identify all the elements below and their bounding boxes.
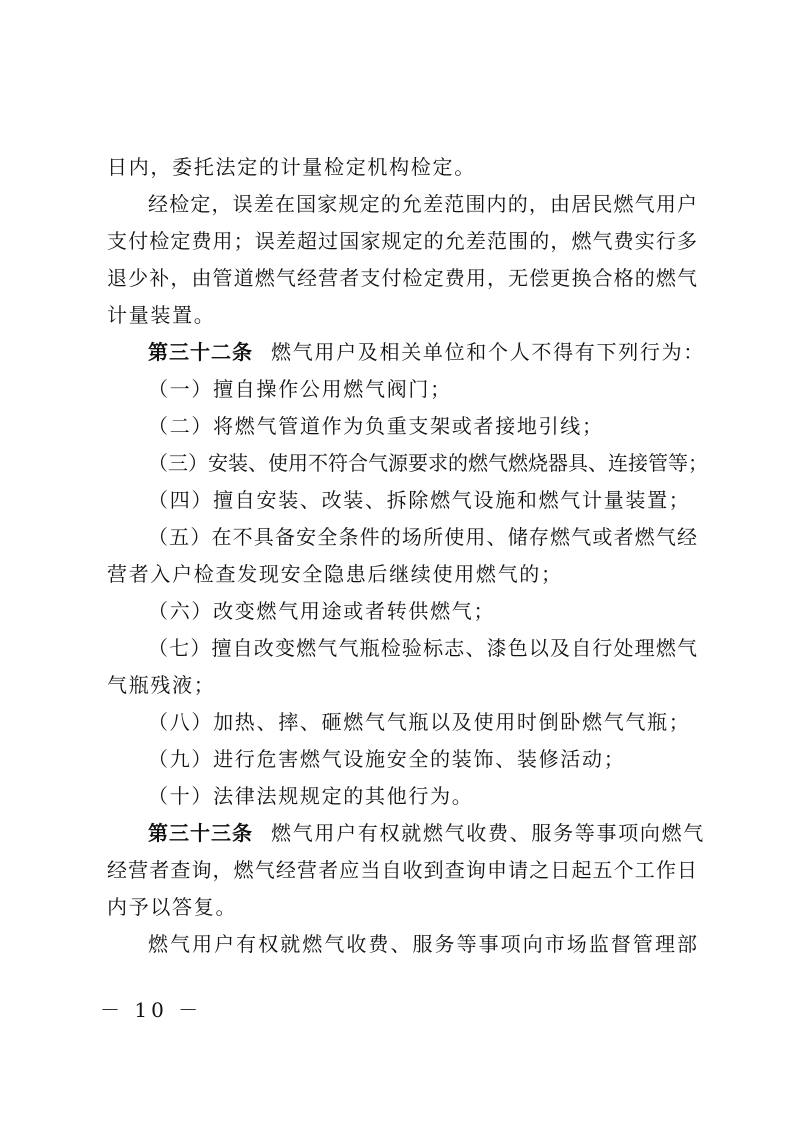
list-item: （一）擅自操作公用燃气阀门；: [148, 377, 452, 401]
list-item: （七）擅自改变燃气气瓶检验标志、漆色以及自行处理燃气: [148, 636, 697, 660]
article-32-first-line: [148, 338, 705, 366]
paragraph-line: 退少补，由管道燃气经营者支付检定费用，无偿更换合格的燃气: [107, 266, 697, 290]
list-item: （六）改变燃气用途或者转供燃气；: [148, 599, 496, 623]
list-item: （九）进行危害燃气设施安全的装饰、装修活动；: [148, 747, 626, 771]
paragraph-line: 计量装置。: [107, 303, 216, 327]
paragraph-line: 内予以答复。: [107, 895, 238, 919]
list-item: （五）在不具备安全条件的场所使用、储存燃气或者燃气经: [148, 525, 697, 549]
article-33-text: 燃气用户有权就燃气收费、服务等事项向燃气: [271, 821, 705, 845]
paragraph-line: 燃气用户有权就燃气收费、服务等事项向市场监督管理部: [148, 932, 697, 956]
article-33-first-line: [148, 819, 705, 847]
page-number: － 10 －: [100, 998, 203, 1022]
article-33-heading: 第三十三条: [148, 821, 253, 845]
article-32-text: 燃气用户及相关单位和个人不得有下列行为：: [271, 340, 705, 364]
list-item-continuation: 营者入户检查发现安全隐患后继续使用燃气的；: [107, 562, 563, 586]
list-item-continuation: 气瓶残液；: [107, 673, 216, 697]
list-item: （八）加热、摔、砸燃气气瓶以及使用时倒卧燃气气瓶；: [148, 710, 691, 734]
article-32-heading: 第三十二条: [148, 340, 253, 364]
list-item: （十）法律法规规定的其他行为。: [148, 784, 474, 808]
list-item: （三）安装、使用不符合气源要求的燃气燃烧器具、连接管等；: [148, 451, 708, 475]
paragraph-line: 支付检定费用；误差超过国家规定的允差范围的，燃气费实行多: [107, 229, 697, 253]
list-item: （二）将燃气管道作为负重支架或者接地引线；: [148, 414, 604, 438]
paragraph-line: 经营者查询，燃气经营者应当自收到查询申请之日起五个工作日: [107, 858, 697, 882]
list-item: （四）擅自安装、改装、拆除燃气设施和燃气计量装置；: [148, 488, 691, 512]
paragraph-line: 经检定，误差在国家规定的允差范围内的，由居民燃气用户: [148, 192, 697, 216]
paragraph-line: 日内，委托法定的计量检定机构检定。: [107, 155, 476, 179]
